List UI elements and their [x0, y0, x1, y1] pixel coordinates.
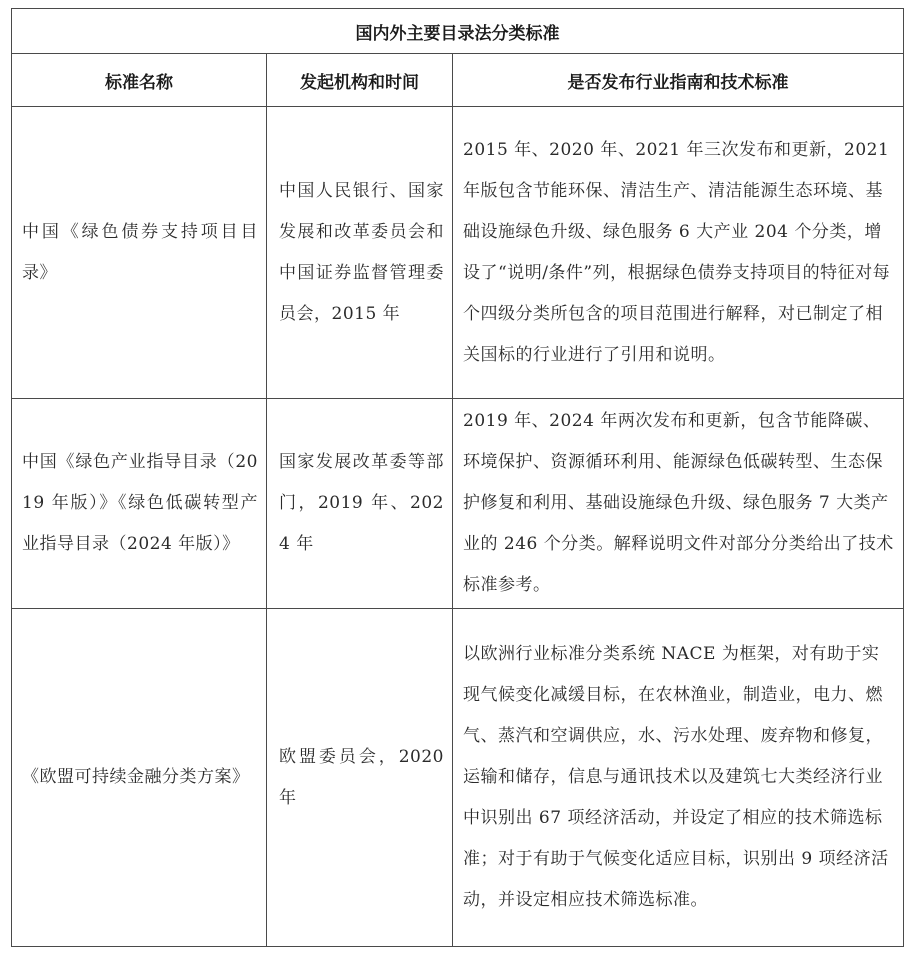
standard-name: 中国《绿色债券支持项目目录》 [22, 221, 258, 283]
guideline-description: 2019 年、2024 年两次发布和更新，包含节能降碳、环境保护、资源循环利用、能源绿色低碳转型、生态保护修复和利用、基础设施绿色升级、绿色服务 7 大类产业的 246 个分类。解释说明文件对部分分类给出了技术标准参考。 [463, 411, 894, 595]
description-cell [453, 107, 904, 399]
table-row [12, 609, 904, 947]
organization-cell [267, 107, 453, 399]
header-row [12, 54, 904, 107]
standard-name: 中国《绿色产业指导目录（2019 年版）》《绿色低碳转型产业指导目录（2024 年版）》 [22, 452, 258, 554]
organization-and-time: 欧盟委员会，2020 年 [279, 746, 444, 808]
guideline-description: 2015 年、2020 年、2021 年三次发布和更新，2021 年版包含节能环保、清洁生产、清洁能源生态环境、基础设施绿色升级、绿色服务 6 大产业 204 个分类，增设了“说明/条件”列，根据绿色债券支持项目的特征对每个四级分类所包含的项目范围进行解释，对已制定了相关国标的行业进行了引用和说明。 [463, 139, 891, 365]
header-standard-name: 标准名称 [12, 54, 267, 107]
table-title: 国内外主要目录法分类标准 [12, 9, 904, 54]
standard-name-cell [12, 609, 267, 947]
organization-and-time: 中国人民银行、国家发展和改革委员会和中国证券监督管理委员会，2015 年 [279, 180, 444, 324]
organization-cell [267, 609, 453, 947]
header-guidelines-standards: 是否发布行业指南和技术标准 [453, 54, 904, 107]
organization-and-time: 国家发展改革委等部门，2019 年、2024 年 [279, 452, 444, 554]
description-cell [453, 609, 904, 947]
standard-name: 《欧盟可持续金融分类方案》 [22, 767, 250, 787]
standard-name-cell [12, 399, 267, 609]
description-cell [453, 399, 904, 609]
title-row [12, 9, 904, 54]
organization-cell [267, 399, 453, 609]
table-row [12, 399, 904, 609]
guideline-description: 以欧洲行业标准分类系统 NACE 为框架，对有助于实现气候变化减缓目标，在农林渔业，制造业，电力、燃气、蒸汽和空调供应，水、污水处理、废弃物和修复，运输和储存，信息与通讯技术以及建筑七大类经济行业中识别出 67 项经济活动，并设定了相应的技术筛选标准；对于有助于气候变化适应目标，识别出 9 项经济活动，并设定相应技术筛选标准。 [463, 644, 889, 910]
standard-name-cell [12, 107, 267, 399]
classification-standards-table [11, 8, 904, 947]
table-row [12, 107, 904, 399]
header-organization-time: 发起机构和时间 [267, 54, 453, 107]
